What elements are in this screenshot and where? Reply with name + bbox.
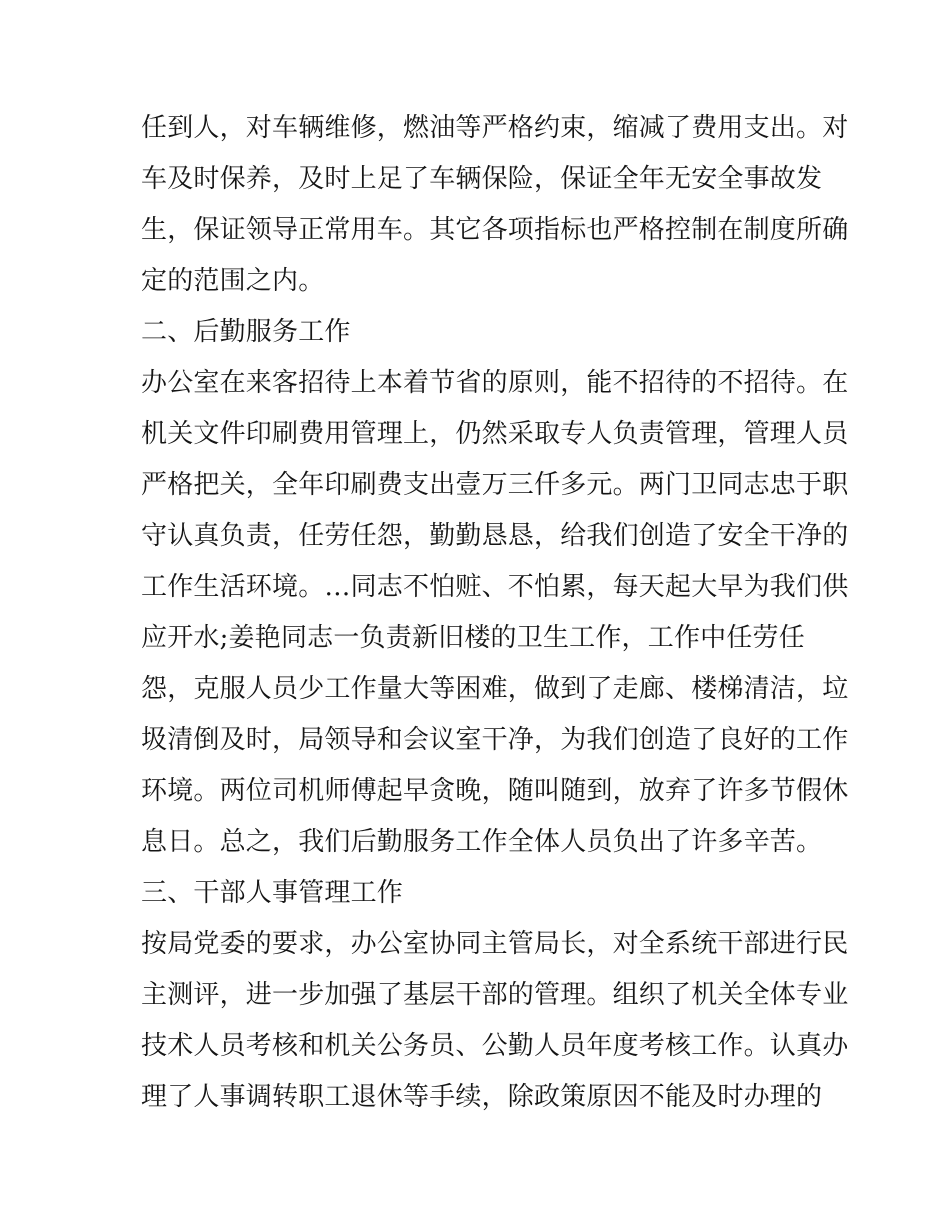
body-text-line: 工作生活环境。…同志不怕赃、不怕累，每天起大早为我们供 <box>141 572 849 602</box>
body-text-line: 守认真负责，任劳任怨，勤勤恳恳，给我们创造了安全干净的 <box>141 521 849 551</box>
body-text-line: 应开水;姜艳同志一负责新旧楼的卫生工作，工作中任劳任 <box>141 623 805 653</box>
body-text-line: 圾清倒及时，局领导和会议室干净，为我们创造了良好的工作 <box>141 725 849 755</box>
body-text-line: 理了人事调转职工退休等手续，除政策原因不能及时办理的 <box>141 1082 823 1112</box>
body-text-line: 怨，克服人员少工作量大等困难，做到了走廊、楼梯清洁，垃 <box>141 674 849 704</box>
body-text-line: 机关文件印刷费用管理上，仍然采取专人负责管理，管理人员 <box>141 419 849 449</box>
body-text-line: 主测评，进一步加强了基层干部的管理。组织了机关全体专业 <box>141 980 849 1010</box>
body-text-line: 车及时保养，及时上足了车辆保险，保证全年无安全事故发 <box>141 164 823 194</box>
body-text-line: 严格把关，全年印刷费支出壹万三仟多元。两门卫同志忠于职 <box>141 470 849 500</box>
section-heading-logistics: 二、后勤服务工作 <box>141 317 351 347</box>
body-text-line: 按局党委的要求，办公室协同主管局长，对全系统干部进行民 <box>141 929 849 959</box>
body-text-line: 任到人，对车辆维修，燃油等严格约束，缩减了费用支出。对 <box>141 113 849 143</box>
body-text-line: 环境。两位司机师傅起早贪晚，随叫随到，放弃了许多节假休 <box>141 776 849 806</box>
section-heading-personnel: 三、干部人事管理工作 <box>141 878 404 908</box>
body-text-line: 定的范围之内。 <box>141 266 325 296</box>
body-text-line: 技术人员考核和机关公务员、公勤人员年度考核工作。认真办 <box>141 1031 849 1061</box>
body-text-line: 生，保证领导正常用车。其它各项指标也严格控制在制度所确 <box>141 215 849 245</box>
body-text-line: 息日。总之，我们后勤服务工作全体人员负出了许多辛苦。 <box>141 827 823 857</box>
body-text-line: 办公室在来客招待上本着节省的原则，能不招待的不招待。在 <box>141 368 849 398</box>
